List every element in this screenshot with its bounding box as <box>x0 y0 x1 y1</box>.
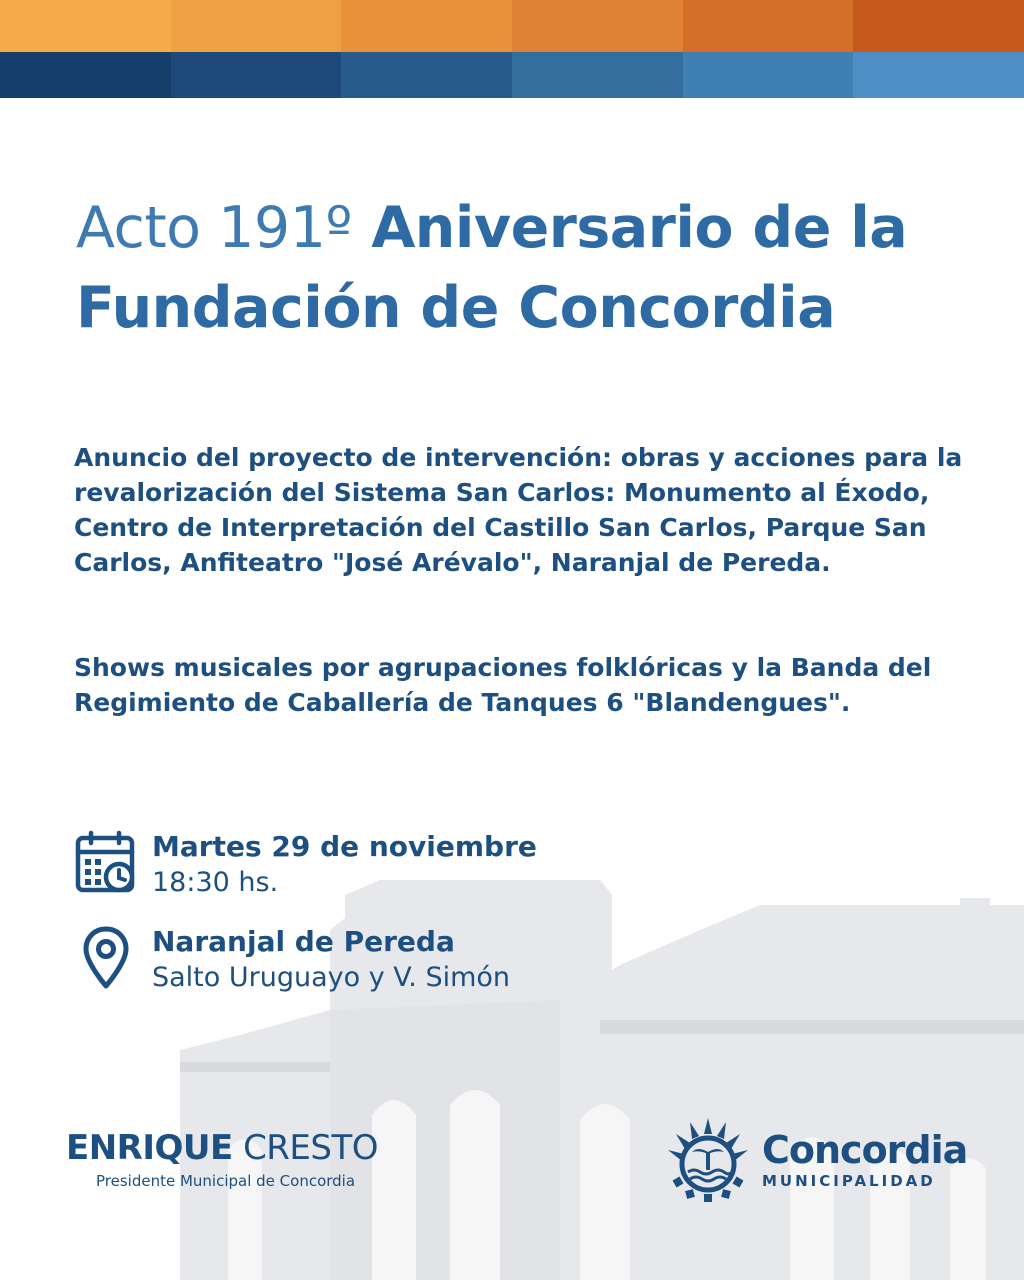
event-time: 18:30 hs. <box>152 867 279 898</box>
calendar-clock-icon <box>75 830 137 894</box>
location-pin-icon <box>82 925 130 991</box>
title-line2: Fundación de Concordia <box>76 275 836 341</box>
event-date-row <box>74 830 537 902</box>
description-paragraph-1: Anuncio del proyecto de intervención: obras y acciones para la revalorización del Sistema San Carlos: Monumento al Éxodo, Centro de Interpretación del Castillo San Carlos, Parque San Carlos, Anfiteatro "José Arévalo", Naranjal de Pereda. <box>74 443 963 577</box>
concordia-sun-gear-emblem-icon <box>660 1112 756 1208</box>
event-place: Naranjal de Pereda <box>152 925 455 958</box>
event-date: Martes 29 de noviembre <box>152 830 537 863</box>
title-line1: Aniversario de la <box>371 195 908 261</box>
event-address: Salto Uruguayo y V. Simón <box>152 962 511 993</box>
signature-first-name: ENRIQUE <box>66 1128 233 1168</box>
signature-role: Presidente Municipal de Concordia <box>96 1172 356 1190</box>
description-paragraph-2: Shows musicales por agrupaciones folklóricas y la Banda del Regimiento de Caballería de Tanques 6 "Blandengues". <box>74 653 932 717</box>
event-place-row <box>74 925 510 997</box>
signature-name <box>66 1128 378 1168</box>
event-title <box>76 188 976 348</box>
title-prefix: Acto 191º <box>76 195 352 261</box>
signature-last-name: CRESTO <box>243 1128 379 1168</box>
logo-subtitle: MUNICIPALIDAD <box>762 1172 936 1190</box>
logo-name: Concordia <box>762 1128 968 1172</box>
signature-block <box>66 1128 378 1190</box>
concordia-logo <box>660 1112 967 1208</box>
